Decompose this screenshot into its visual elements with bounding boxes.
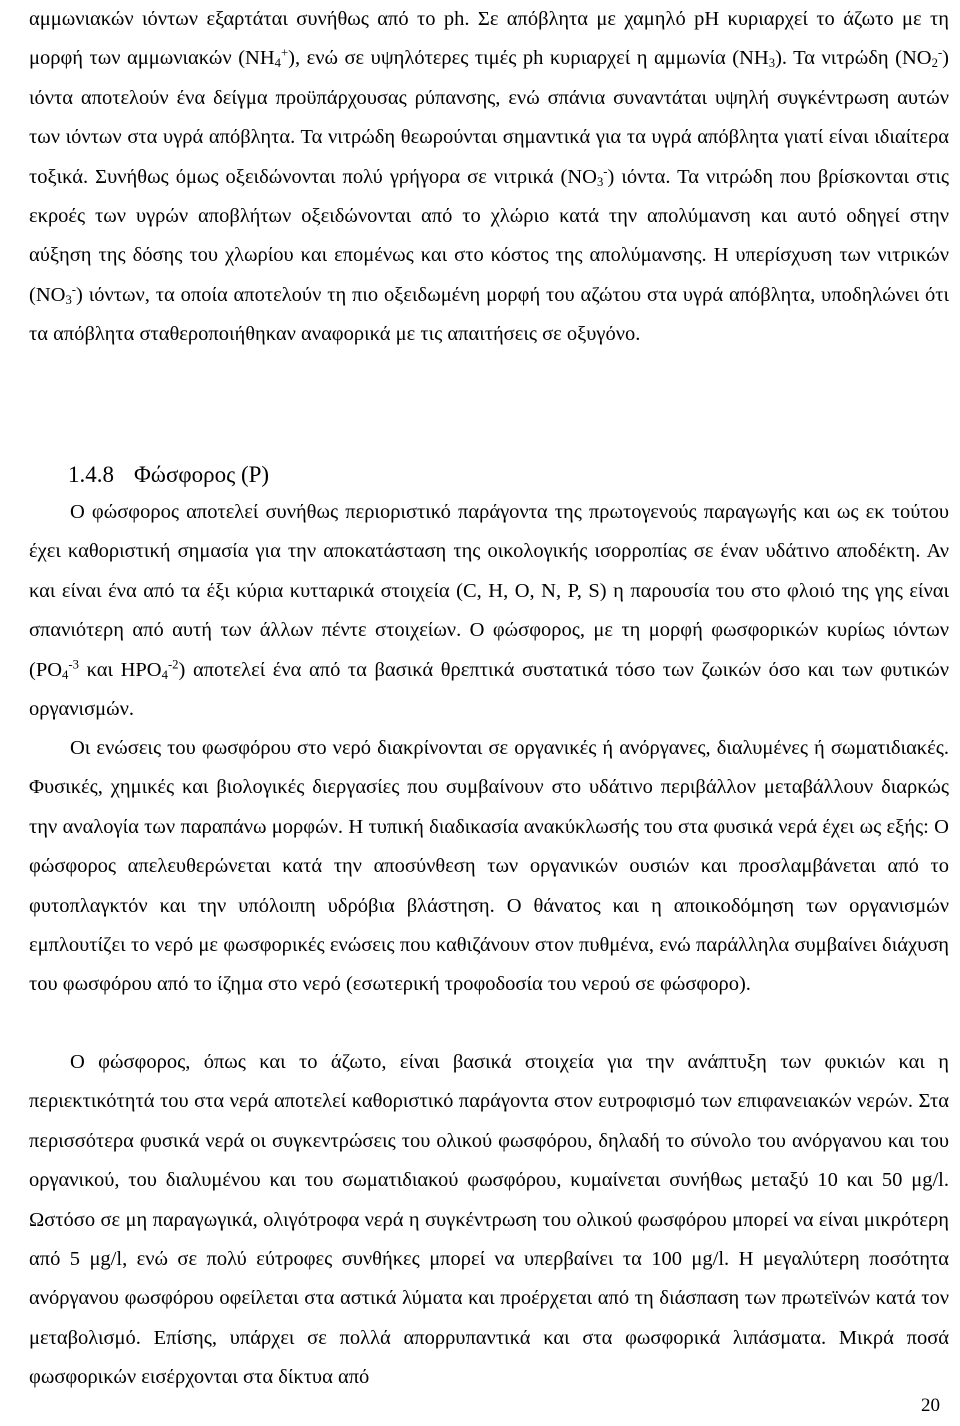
subscript: 4 bbox=[62, 667, 69, 682]
superscript: - bbox=[937, 45, 943, 60]
section-title: Φώσφορος (P) bbox=[134, 462, 270, 487]
superscript: + bbox=[281, 45, 289, 60]
body-paragraph bbox=[29, 0, 949, 355]
subscript: 4 bbox=[274, 56, 281, 71]
paragraph-text: αμμωνιακών ιόντων εξαρτάται συνήθως από το ph. Σε απόβλητα με χαμηλό pH κυριαρχεί το άζωτο με τη μορφή των αμμωνιακών (NH bbox=[29, 8, 949, 70]
subscript: 4 bbox=[161, 667, 168, 682]
paragraph-text: ) ιόντων, τα οποία αποτελούν τη πιο οξειδωμένη μορφή του αζώτου στα υγρά απόβλητα, υποδηλώνει ότι τα απόβλητα σταθεροποιήθηκαν αναφορικά με τις απαιτήσεις σε οξυγόνο. bbox=[29, 283, 949, 346]
subscript: 2 bbox=[931, 56, 938, 71]
section-heading bbox=[68, 457, 269, 493]
paragraph-text: ) αποτελεί ένα από τα βασικά θρεπτικά συστατικά τόσο των ζωικών όσο και των φυτικών οργανισμών. bbox=[29, 658, 949, 721]
body-paragraph: Οι ενώσεις του φωσφόρου στο νερό διακρίνονται σε οργανικές ή ανόργανες, διαλυμένες ή σωματιδιακές. Φυσικές, χημικές και βιολογικές διεργασίες που συμβαίνουν στο υδάτινο περιβάλλον μεταβάλλουν διαρκώς την αναλογία των παραπάνω μορφών. Η τυπική διαδικασία ανακύκλωσής του στα φυσικά νερά έχει ως εξής: Ο φώσφορος απελευθερώνεται κατά την αποσύνθεση των οργανικών ουσιών και προσλαμβάνεται από το φυτοπλαγκτόν και την υπόλοιπη υδρόβια βλάστηση. Ο θάνατος και η αποικοδόμηση των οργανισμών εμπλουτίζει το νερό με φωσφορικές ενώσεις που καθιζάνουν στον πυθμένα, ενώ παράλληλα συμβαίνει διάχυση του φωσφόρου από το ίζημα στο νερό (εσωτερική τροφοδοσία του νερού σε φώσφορο). bbox=[29, 737, 949, 996]
section-number: 1.4.8 bbox=[68, 462, 114, 487]
superscript: -2 bbox=[167, 657, 179, 671]
paragraph-text: ) ιόντα. Τα νιτρώδη που βρίσκονται στις εκροές των υγρών αποβλήτων οξειδώνονται από το χλώριο κατά την απολύμανση και αυτό οδηγεί στην αύξηση της δόσης του χλωρίου και επομένως και στο κόστος της απολύμανσης. Η υπερίσχυση των νιτρικών (NO bbox=[29, 165, 949, 306]
body-paragraph: Ο φώσφορος, όπως και το άζωτο, είναι βασικά στοιχεία για την ανάπτυξη των φυκιών και η περιεκτικότητά του στα νερά αποτελεί καθοριστικό παράγοντα στον ευτροφισμό των επιφανειακών νερών. Στα περισσότερα φυσικά νερά οι συγκεντρώσεις του ολικού φωσφόρου, δηλαδή το σύνολο του ανόργανου και του οργανικού, του διαλυμένου και του σωματιδιακού φωσφόρου, κυμαίνεται συνήθως μεταξύ 10 και 50 μg/l. Ωστόσο σε μη παραγωγικά, ολιγότροφα νερά η συγκέντρωση του ολικού φωσφόρου μπορεί να είναι μικρότερη από 5 μg/l, ενώ σε πολύ εύτροφες συνθήκες μπορεί να υπερβαίνει τα 100 μg/l. Η μεγαλύτερη ποσότητα ανόργανου φωσφόρου οφείλεται στα αστικά λύματα και προέρχεται από τη διάσπαση των πρωτεϊνών κατά τον μεταβολισμό. Επίσης, υπάρχει σε πολλά απορρυπαντικά και στα φωσφορικά λιπάσματα. Μικρά ποσά φωσφορικών εισέρχονται στα δίκτυα από bbox=[29, 1051, 949, 1389]
paragraph-text: ) ιόντα αποτελούν ένα δείγμα προϋπάρχουσας ρύπανσης, ενώ σπάνια συναντάται υψηλή συγκέντρωση αυτών των ιόντων στα υγρά απόβλητα. Τα νιτρώδη θεωρούνται σημαντικά για τα υγρά απόβλητα γιατί είναι ιδιαίτερα τοξικά. Συνήθως όμως οξειδώνονται πολύ γρήγορα σε νιτρικά (NO bbox=[29, 47, 949, 188]
superscript: - bbox=[71, 282, 77, 297]
paragraph-text: και HPO bbox=[79, 658, 162, 681]
page-number: 20 bbox=[921, 1395, 940, 1416]
subscript: 3 bbox=[768, 56, 776, 71]
paragraph-text: Ο φώσφορος αποτελεί συνήθως περιοριστικό παράγοντα της πρωτογενούς παραγωγής και ως εκ τούτου έχει καθοριστική σημασία για την αποκατάσταση της οικολογικής ισορροπίας σε έναν υδάτινο αποδέκτη. Αν και είναι ένα από τα έξι κύρια κυτταρικά στοιχεία (C, H, O, N, P, S) η παρουσία του στο φλοιό της γης είναι σπανιότερη από αυτή των άλλων πέντε στοιχείων. Ο φώσφορος, με τη μορφή φωσφορικών κυρίως ιόντων (PO bbox=[29, 501, 949, 681]
superscript: -3 bbox=[68, 657, 79, 671]
body-paragraph bbox=[29, 493, 949, 729]
superscript: - bbox=[603, 164, 608, 178]
paragraph-text: ), ενώ σε υψηλότερες τιμές ph κυριαρχεί η αμμωνία (NH bbox=[288, 47, 769, 70]
subscript: 3 bbox=[65, 293, 72, 308]
paragraph-text: ). Τα νιτρώδη (NO bbox=[775, 47, 932, 70]
subscript: 3 bbox=[596, 174, 604, 189]
